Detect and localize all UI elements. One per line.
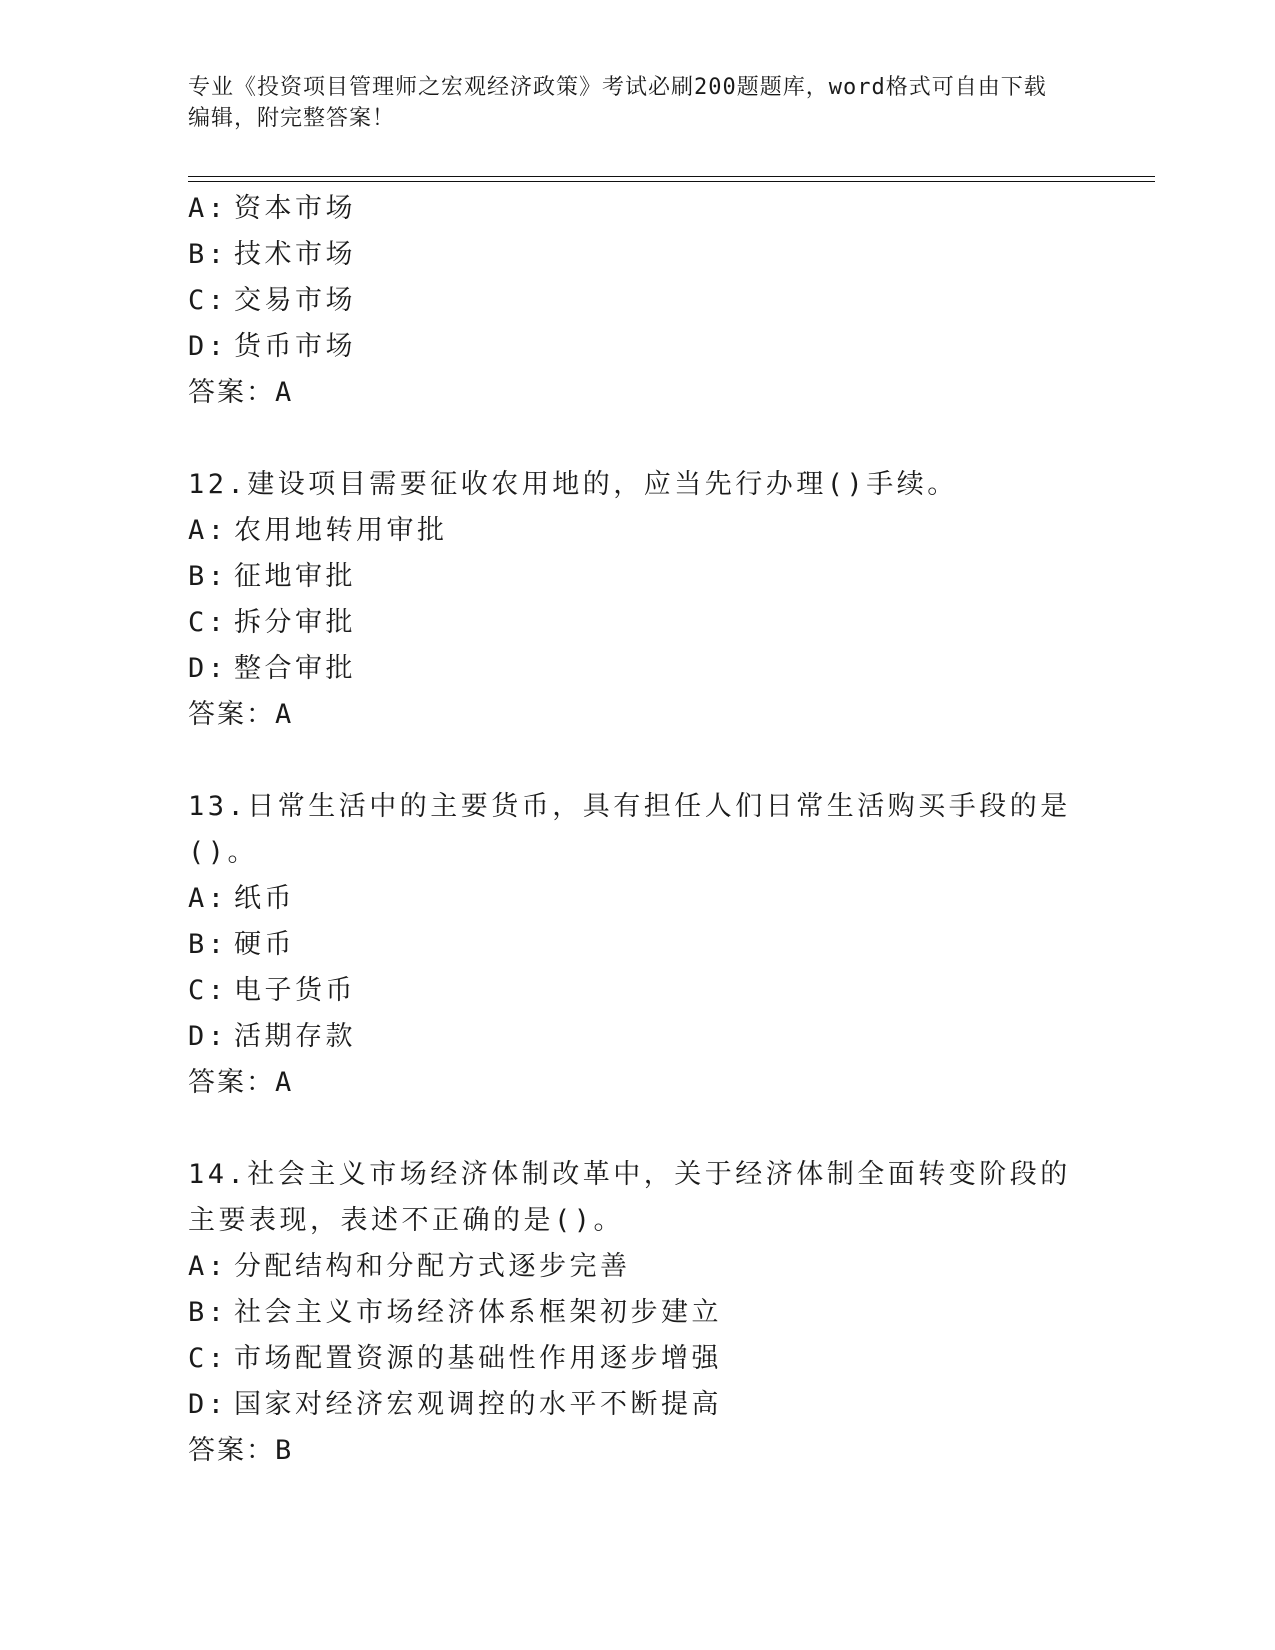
question-block bbox=[188, 462, 1088, 738]
option-text: 活期存款 bbox=[234, 1021, 356, 1052]
option-text: 社会主义市场经济体系框架初步建立 bbox=[234, 1297, 722, 1328]
answer-row bbox=[188, 692, 1088, 738]
option-text: 整合审批 bbox=[234, 653, 356, 684]
option-row bbox=[188, 1244, 1088, 1290]
option-label: C: bbox=[188, 975, 228, 1006]
option-row bbox=[188, 324, 1088, 370]
answer-row bbox=[188, 1428, 1088, 1474]
option-label: C: bbox=[188, 1343, 228, 1374]
option-label: A: bbox=[188, 883, 228, 914]
option-text: 交易市场 bbox=[234, 285, 356, 316]
option-row bbox=[188, 508, 1088, 554]
option-text: 分配结构和分配方式逐步完善 bbox=[234, 1251, 631, 1282]
option-row bbox=[188, 1014, 1088, 1060]
option-label: D: bbox=[188, 1021, 228, 1052]
question-stem: 13.日常生活中的主要货币，具有担任人们日常生活购买手段的是()。 bbox=[188, 791, 1071, 868]
option-row bbox=[188, 646, 1088, 692]
answer-row bbox=[188, 370, 1088, 416]
option-label: A: bbox=[188, 1251, 228, 1282]
option-label: C: bbox=[188, 607, 228, 638]
option-row bbox=[188, 186, 1088, 232]
option-row bbox=[188, 554, 1088, 600]
answer-row bbox=[188, 1060, 1088, 1106]
answer-label: 答案： bbox=[188, 1067, 275, 1098]
option-text: 电子货币 bbox=[234, 975, 356, 1006]
option-label: B: bbox=[188, 239, 228, 270]
question-stem: 12.建设项目需要征收农用地的，应当先行办理()手续。 bbox=[188, 469, 958, 500]
option-label: B: bbox=[188, 1297, 228, 1328]
option-text: 拆分审批 bbox=[234, 607, 356, 638]
option-row bbox=[188, 1382, 1088, 1428]
question-block bbox=[188, 784, 1088, 1106]
option-row bbox=[188, 968, 1088, 1014]
option-row bbox=[188, 600, 1088, 646]
option-label: D: bbox=[188, 1389, 228, 1420]
header-rule-bottom bbox=[188, 181, 1155, 182]
option-text: 货币市场 bbox=[234, 331, 356, 362]
option-row bbox=[188, 232, 1088, 278]
answer-label: 答案： bbox=[188, 699, 275, 730]
option-label: B: bbox=[188, 929, 228, 960]
option-row bbox=[188, 1336, 1088, 1382]
document-header: 专业《投资项目管理师之宏观经济政策》考试必刷200题题库，word格式可自由下载编辑，附完整答案！ bbox=[188, 75, 1047, 131]
option-row bbox=[188, 278, 1088, 324]
option-text: 资本市场 bbox=[234, 193, 356, 224]
spacer bbox=[188, 416, 1088, 462]
spacer bbox=[188, 738, 1088, 784]
option-label: A: bbox=[188, 193, 228, 224]
option-row bbox=[188, 922, 1088, 968]
answer-value: B bbox=[275, 1435, 295, 1466]
spacer bbox=[188, 1106, 1088, 1152]
option-text: 农用地转用审批 bbox=[234, 515, 448, 546]
option-text: 技术市场 bbox=[234, 239, 356, 270]
option-row bbox=[188, 876, 1088, 922]
answer-label: 答案： bbox=[188, 1435, 275, 1466]
option-text: 市场配置资源的基础性作用逐步增强 bbox=[234, 1343, 722, 1374]
document-body bbox=[188, 186, 1088, 1474]
answer-value: A bbox=[275, 377, 295, 408]
option-text: 国家对经济宏观调控的水平不断提高 bbox=[234, 1389, 722, 1420]
answer-value: A bbox=[275, 699, 295, 730]
option-label: A: bbox=[188, 515, 228, 546]
option-text: 纸币 bbox=[234, 883, 295, 914]
answer-value: A bbox=[275, 1067, 295, 1098]
question-block bbox=[188, 1152, 1088, 1474]
option-label: C: bbox=[188, 285, 228, 316]
question-stem: 14.社会主义市场经济体制改革中，关于经济体制全面转变阶段的主要表现，表述不正确的是()。 bbox=[188, 1159, 1071, 1236]
option-label: B: bbox=[188, 561, 228, 592]
option-row bbox=[188, 1290, 1088, 1336]
option-label: D: bbox=[188, 653, 228, 684]
option-text: 硬币 bbox=[234, 929, 295, 960]
continued-question bbox=[188, 186, 1088, 416]
answer-label: 答案： bbox=[188, 377, 275, 408]
header-rule-top bbox=[188, 176, 1155, 177]
option-text: 征地审批 bbox=[234, 561, 356, 592]
option-label: D: bbox=[188, 331, 228, 362]
